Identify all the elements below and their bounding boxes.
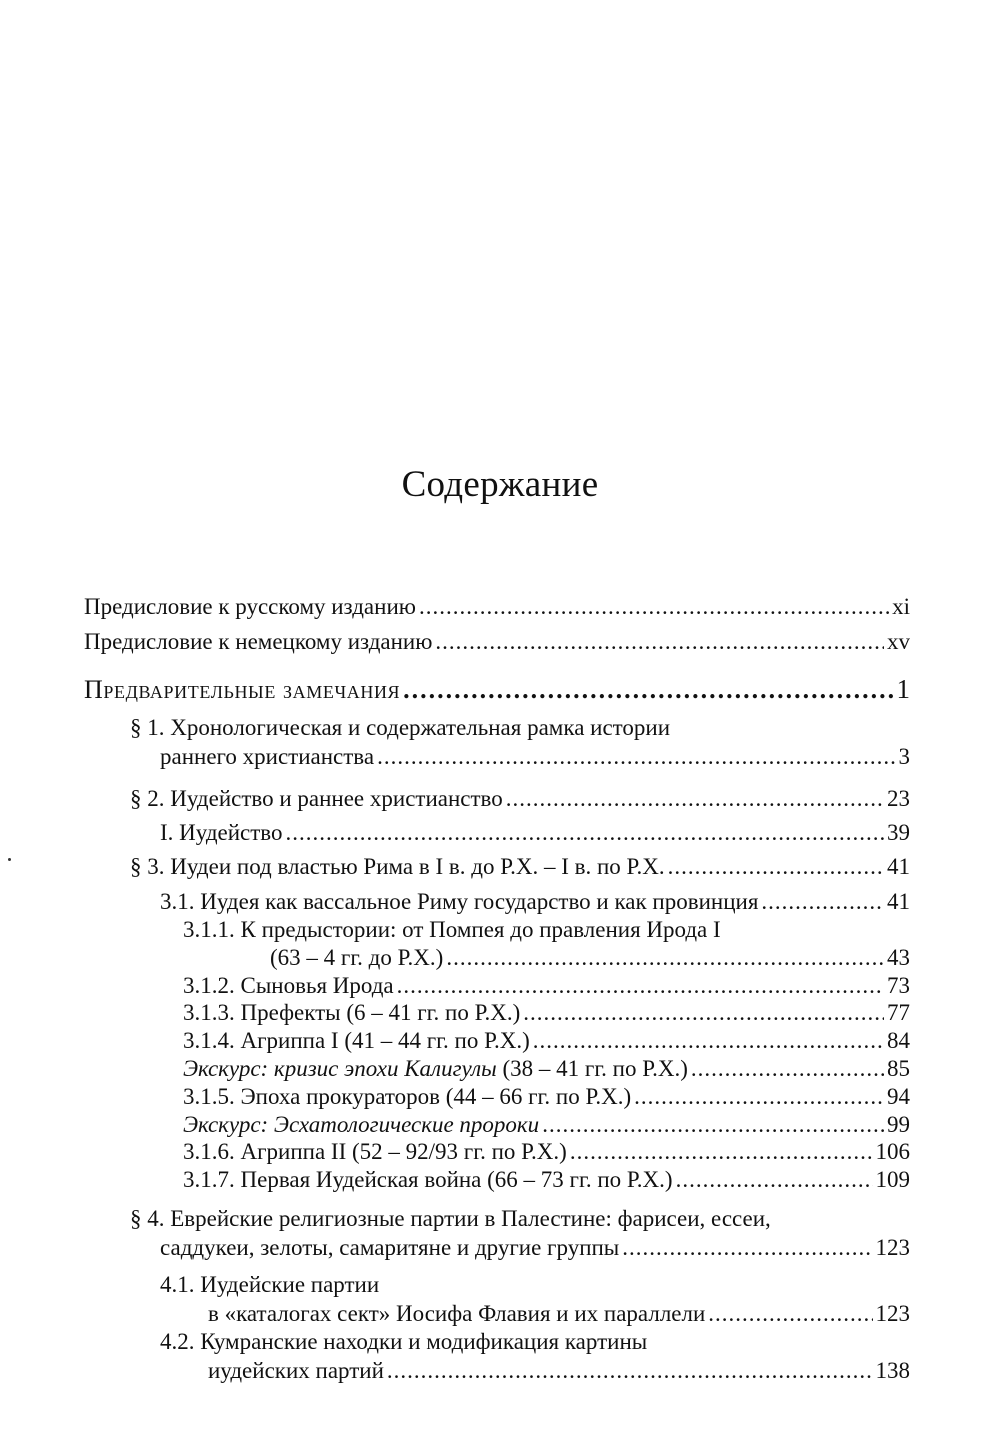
toc-entry-section-3-1-4[interactable] <box>183 1026 910 1056</box>
toc-entry-section-4[interactable] <box>160 1233 910 1263</box>
toc-entry-preface-russian[interactable] <box>84 592 910 622</box>
toc-entry-section-3-1-7[interactable] <box>183 1165 910 1195</box>
toc-entry-label-dates: (38 – 41 гг. по Р.Х.) <box>496 1056 688 1081</box>
toc-leader-dots <box>668 852 884 882</box>
toc-page-number: 1 <box>896 674 910 704</box>
toc-leader-dots <box>403 673 893 707</box>
toc-entry-label: иудейских партий <box>208 1358 384 1383</box>
toc-entry-label: § 3. Иудеи под властью Рима в I в. до Р.Х. – I в. по Р.Х. <box>130 854 665 879</box>
page-title: Содержание <box>401 464 599 505</box>
toc-leader-dots <box>387 1356 873 1386</box>
toc-leader-dots <box>570 1137 873 1167</box>
toc-page-number: 106 <box>875 1139 910 1164</box>
toc-entry-section-3-1-1[interactable] <box>270 943 910 973</box>
toc-entry-label: 3.1.4. Агриппа I (41 – 44 гг. по Р.Х.) <box>183 1028 530 1053</box>
toc-page-number: 109 <box>875 1167 910 1192</box>
toc-leader-dots <box>634 1082 884 1112</box>
toc-entry-section-4-2-line-1[interactable]: 4.2. Кумранские находки и модификация картины <box>160 1329 648 1354</box>
toc-entry-label: § 2. Иудейство и раннее христианство <box>130 786 503 811</box>
toc-entry-section-3-1-6[interactable] <box>183 1137 910 1167</box>
toc-entry-section-3-1-3[interactable] <box>183 998 910 1028</box>
toc-entry-section-2[interactable] <box>130 784 910 814</box>
toc-entry-section-1[interactable] <box>160 742 910 772</box>
toc-entry-preface-german[interactable] <box>84 627 910 657</box>
toc-leader-dots <box>435 627 884 657</box>
toc-page-number: 85 <box>887 1056 910 1081</box>
toc-page-number: 39 <box>887 820 910 845</box>
toc-leader-dots <box>761 887 884 917</box>
toc-entry-label: в «каталогах сект» Иосифа Флавия и их параллели <box>208 1301 706 1326</box>
toc-page-number: 77 <box>887 1000 910 1025</box>
toc-page-number: 84 <box>887 1028 910 1053</box>
toc-entry-label: 3.1.3. Префекты (6 – 41 гг. по Р.Х.) <box>183 1000 521 1025</box>
toc-entry-section-3-1-1-line-1[interactable]: 3.1.1. К предыстории: от Помпея до правления Ирода I <box>183 917 721 942</box>
toc-entry-section-3[interactable] <box>130 852 910 882</box>
toc-entry-label: 3.1.5. Эпоха прокураторов (44 – 66 гг. по Р.Х.) <box>183 1084 632 1109</box>
toc-page-number: xi <box>892 594 910 619</box>
toc-leader-dots <box>506 784 884 814</box>
toc-leader-dots <box>533 1026 884 1056</box>
toc-leader-dots <box>523 998 884 1028</box>
toc-entry-section-4-1-line-1[interactable]: 4.1. Иудейские партии <box>160 1272 380 1297</box>
toc-entry-excursus-caligula[interactable] <box>183 1054 910 1084</box>
toc-entry-preliminary-remarks[interactable] <box>84 672 910 707</box>
toc-leader-dots <box>622 1233 872 1263</box>
toc-page-number: 43 <box>887 945 910 970</box>
toc-entry-label: раннего христианства <box>160 744 375 769</box>
toc-entry-section-2-1[interactable] <box>160 818 910 848</box>
toc-entry-label: 3.1.6. Агриппа II (52 – 92/93 гг. по Р.Х.) <box>183 1139 567 1164</box>
toc-entry-section-1-line-1[interactable]: § 1. Хронологическая и содержательная рамка истории <box>130 715 671 740</box>
toc-entry-label-italic: Экскурс: кризис эпохи Калигулы <box>183 1056 497 1081</box>
toc-leader-dots <box>377 742 895 772</box>
toc-entry-section-3-1-2[interactable] <box>183 971 910 1001</box>
toc-page-number: 94 <box>887 1084 910 1109</box>
toc-entry-section-4-1[interactable] <box>208 1299 910 1329</box>
toc-entry-excursus-prophets[interactable] <box>183 1110 910 1140</box>
toc-page-number: 138 <box>875 1358 910 1383</box>
toc-entry-section-4-line-1[interactable]: § 4. Еврейские религиозные партии в Палестине: фарисеи, ессеи, <box>130 1206 771 1231</box>
toc-entry-label <box>183 1054 688 1084</box>
toc-leader-dots <box>286 818 884 848</box>
toc-entry-label: 3.1.2. Сыновья Ирода <box>183 973 394 998</box>
toc-entry-section-4-2[interactable] <box>208 1356 910 1386</box>
toc-page-number: 123 <box>875 1301 910 1326</box>
toc-page-number: 41 <box>887 854 910 879</box>
toc-page-number: 73 <box>887 973 910 998</box>
toc-entry-label: I. Иудейство <box>160 820 283 845</box>
toc-entry-label: Экскурс: Эсхатологические пророки <box>183 1112 540 1137</box>
toc-entry-label: 3.1. Иудея как вассальное Риму государство и как провинция <box>160 889 759 914</box>
toc-leader-dots <box>708 1299 872 1329</box>
toc-entry-label: Предисловие к русскому изданию <box>84 594 416 619</box>
toc-page-number: 3 <box>898 744 910 769</box>
toc-leader-dots <box>542 1110 884 1140</box>
toc-leader-dots <box>397 971 884 1001</box>
toc-leader-dots <box>676 1165 873 1195</box>
toc-page-number: 99 <box>887 1112 910 1137</box>
toc-leader-dots <box>419 592 889 622</box>
toc-page-number: xv <box>887 629 910 654</box>
toc-page-number: 41 <box>887 889 910 914</box>
scan-speck <box>8 858 11 861</box>
toc-entry-label: (63 – 4 гг. до Р.Х.) <box>270 945 444 970</box>
toc-entry-label: Предварительные замечания <box>84 675 401 704</box>
toc-entry-section-3-1[interactable] <box>160 887 910 917</box>
toc-entry-section-3-1-5[interactable] <box>183 1082 910 1112</box>
toc-leader-dots <box>691 1054 884 1084</box>
toc-leader-dots <box>446 943 884 973</box>
toc-page-number: 123 <box>875 1235 910 1260</box>
toc-entry-label: 3.1.7. Первая Иудейская война (66 – 73 гг. по Р.Х.) <box>183 1167 673 1192</box>
toc-entry-label: саддукеи, зелоты, самаритяне и другие группы <box>160 1235 620 1260</box>
toc-entry-label: Предисловие к немецкому изданию <box>84 629 433 654</box>
toc-page-number: 23 <box>887 786 910 811</box>
